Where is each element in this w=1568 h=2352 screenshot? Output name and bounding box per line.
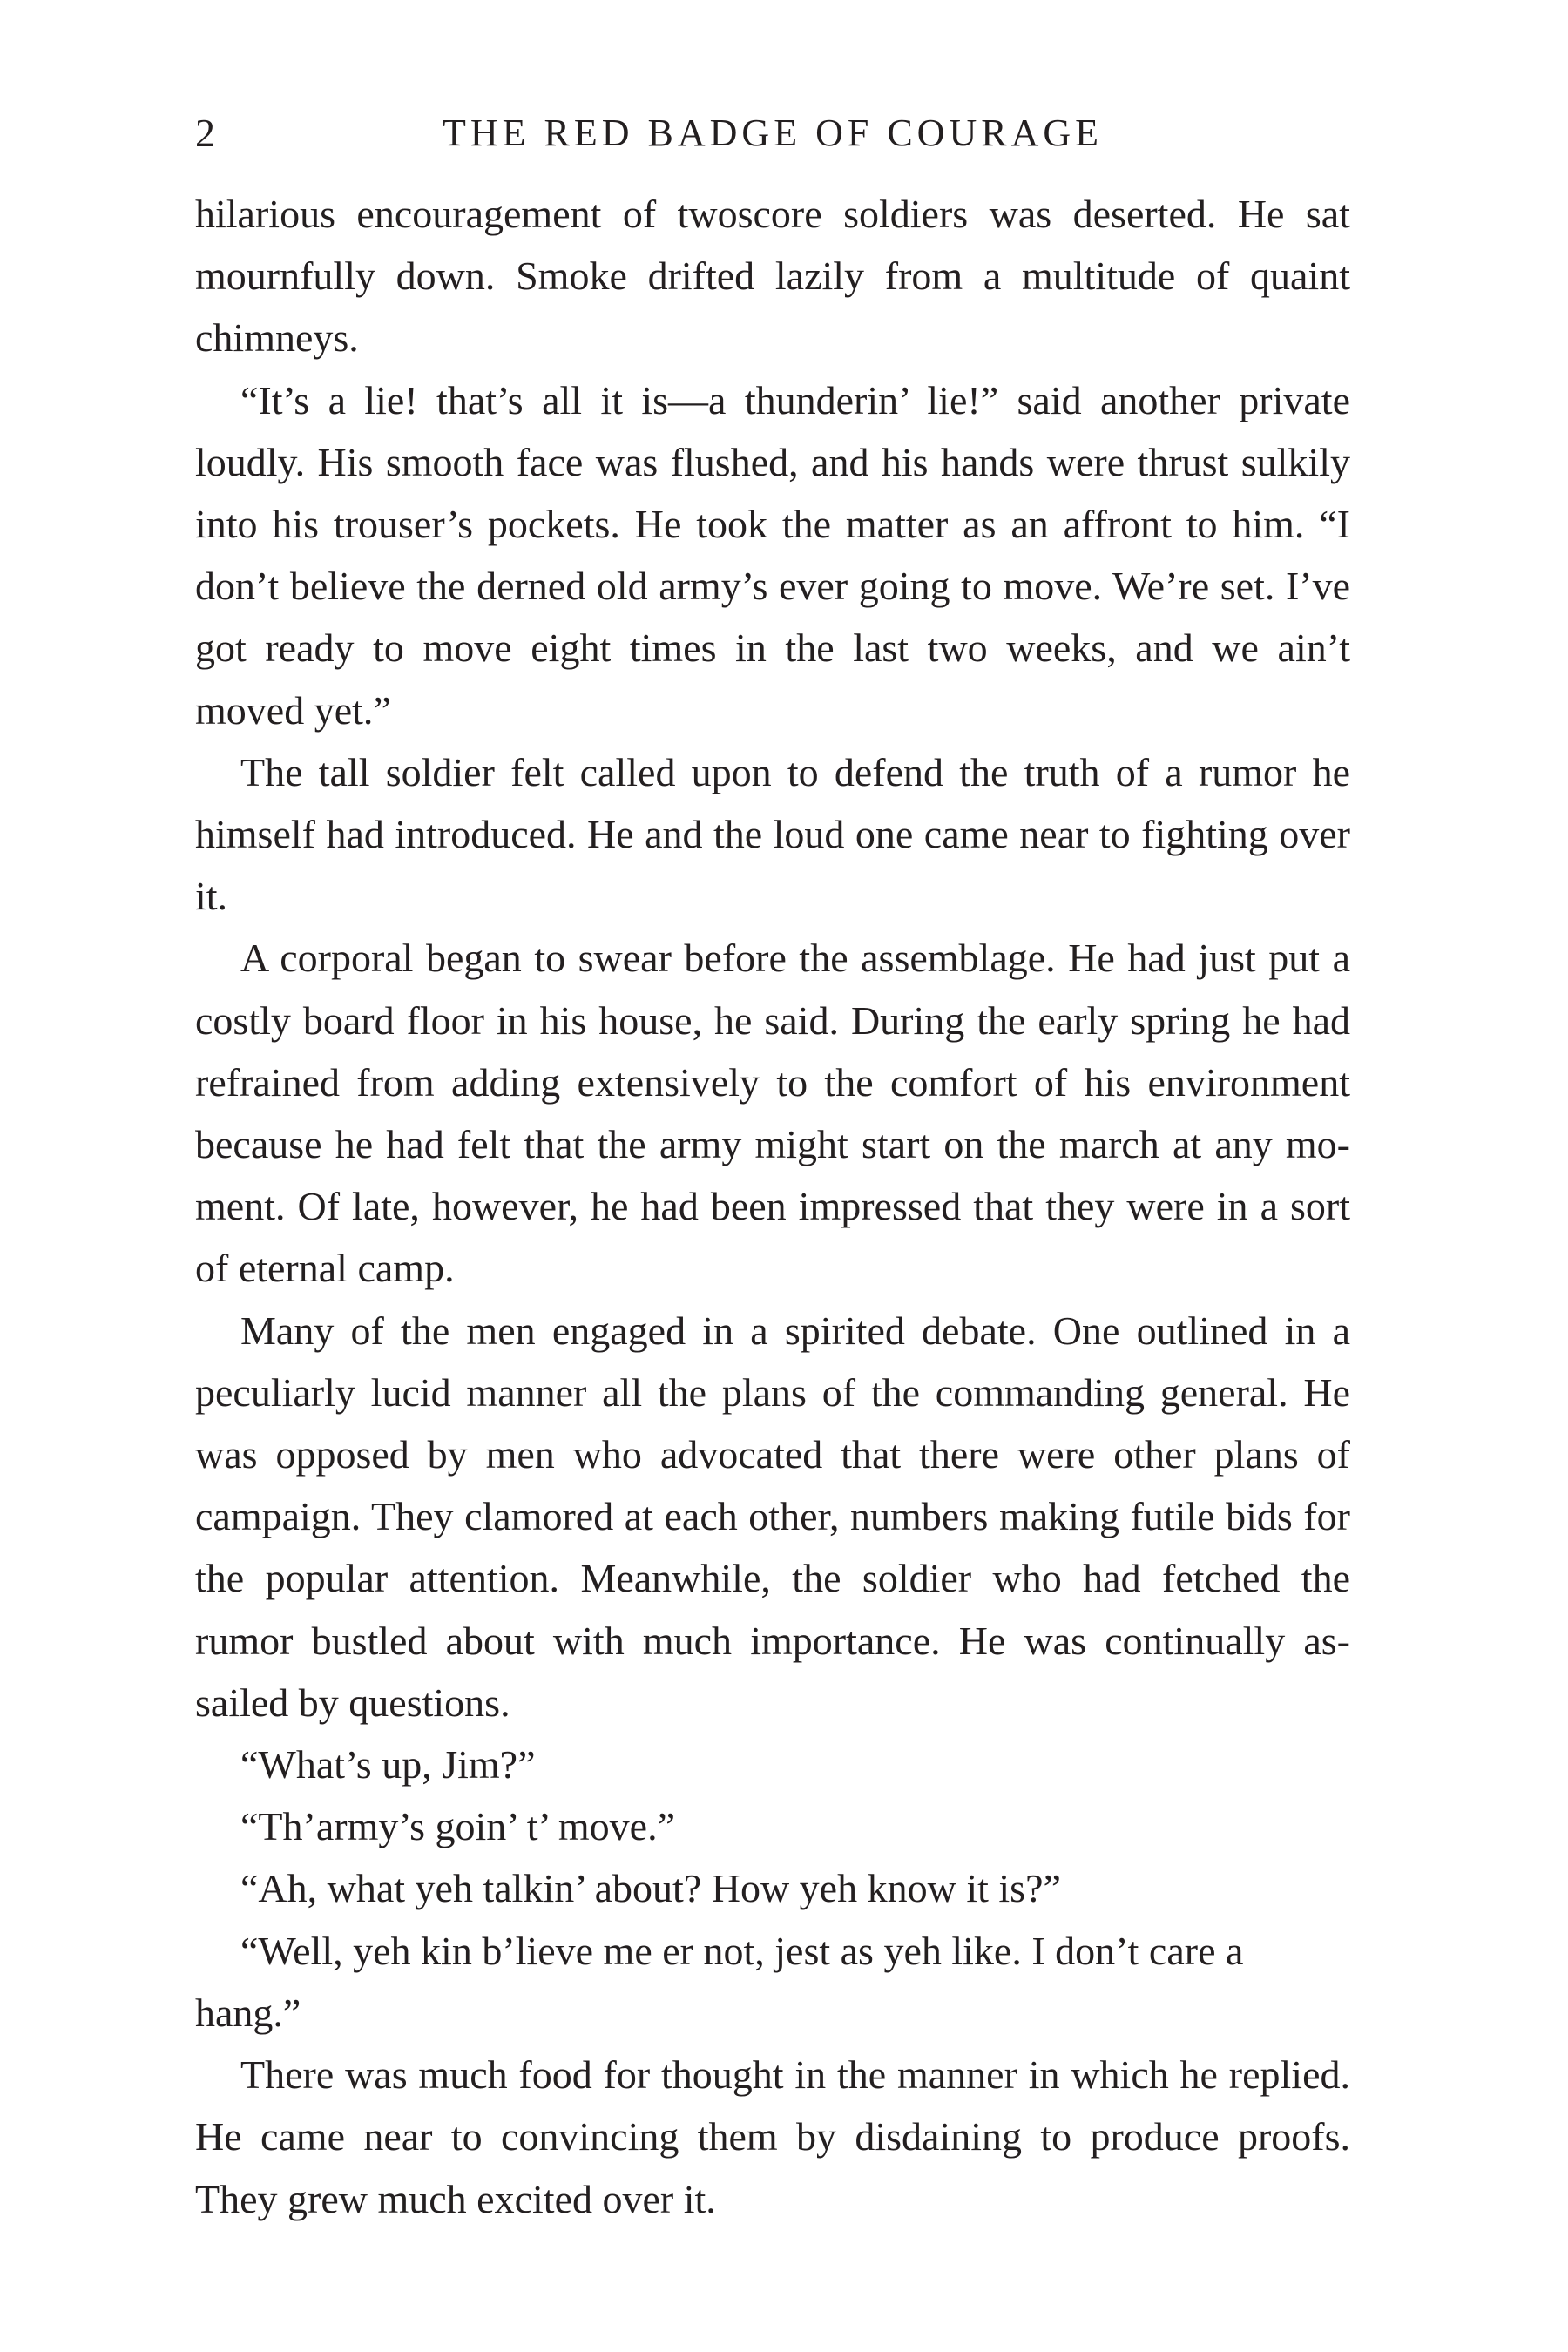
paragraph: Many of the men engaged in a spirited debate. One outlined in a peculiarly lucid manner all the plans of the commanding general. He was opposed by men who advocated that there were other plans of campaign. They clamored at each other, numbers making futile bids for the popular attention. Meanwhile, the soldier who had fetched the rumor bustled about with much importance. He was continually assailed by questions. <box>195 1308 1350 1725</box>
paragraph: The tall soldier felt called upon to defend the truth of a rumor he himself had introduced. He and the loud one came near to fighting over it. <box>195 749 1350 919</box>
paragraph: There was much food for thought in the manner in which he replied. He came near to convincing them by disdaining to produce proofs. They grew much excited over it. <box>195 2052 1350 2221</box>
running-head <box>195 103 1350 164</box>
body-text <box>195 183 1350 2230</box>
dialogue-line: “What’s up, Jim?” <box>240 1742 536 1788</box>
dialogue-line: “Well, yeh kin b’lieve me er not, jest as yeh like. I don’t care a hang.” <box>195 1928 1244 2035</box>
paragraph: “It’s a lie! that’s all it is—a thunderin’ lie!” said another private loudly. His smooth face was flushed, and his hands were thrust sulkily into his trouser’s pockets. He took the matter as an affront to him. “I don’t believe the derned old army’s ever going to move. We’re set. I’ve got ready to move eight times in the last two weeks, and we ain’t moved yet.” <box>195 377 1350 733</box>
dialogue-line: “Th’army’s goin’ t’ move.” <box>240 1804 676 1849</box>
page-number: 2 <box>195 111 215 155</box>
paragraph: A corporal began to swear before the assemblage. He had just put a costly board floor in his house, he said. During the early spring he had refrained from adding extensively to the comfort of his environment because he had felt that the army might start on the march at any moment. Of late, however, he had been impressed that they were in a sort of eternal camp. <box>195 936 1350 1291</box>
book-title: THE RED BADGE OF COURAGE <box>443 112 1103 154</box>
dialogue-line: “Ah, what yeh talkin’ about? How yeh know it is?” <box>240 1866 1061 1911</box>
paragraph: hilarious encouragement of twoscore soldiers was deserted. He sat mournfully down. Smoke drifted lazily from a multitude of quaint chimneys. <box>195 192 1350 361</box>
